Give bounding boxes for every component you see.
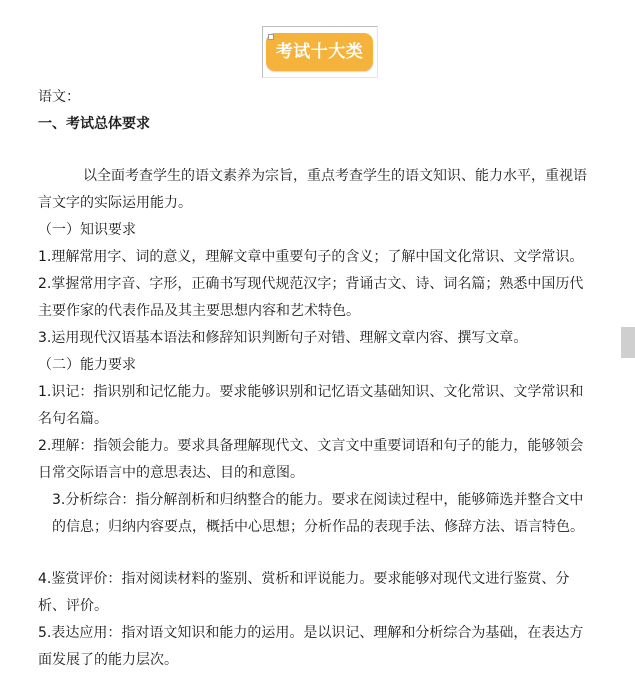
knowledge-item-2: 2.掌握常用字音、字形，正确书写现代规范汉字；背诵古文、诗、词名篇；熟悉中国历代主要作家的代表作品及其主要思想内容和艺术特色。 <box>38 276 584 319</box>
scrollbar-thumb[interactable] <box>621 327 635 358</box>
ability-item-1: 1.识记：指识别和记忆能力。要求能够识别和记忆语文基础知识、文化常识、文学常识和名句名篇。 <box>38 384 584 427</box>
spacer <box>38 541 594 566</box>
ability-item-5: 5.表达应用：指对语文知识和能力的运用。是以识记、理解和分析综合为基础，在表达方面发展了的能力层次。 <box>38 625 584 668</box>
knowledge-heading: （一）知识要求 <box>38 222 136 238</box>
ability-heading: （二）能力要求 <box>38 357 136 373</box>
ability-item-4: 4.鉴赏评价：指对阅读材料的鉴别、赏析和评说能力。要求能够对现代文进行鉴赏、分析、评价。 <box>38 571 570 614</box>
intro-paragraph: 以全面考查学生的语文素养为宗旨，重点考查学生的语文知识、能力水平，重视语言文字的实际运用能力。 <box>38 168 587 211</box>
section-heading: 一、考试总体要求 <box>38 116 150 132</box>
spacer <box>38 138 594 163</box>
resize-handle-icon[interactable] <box>268 34 274 40</box>
ability-item-2: 2.理解：指领会能力。要求具备理解现代文、文言文中重要词语和句子的能力，能够领会日常交际语言中的意思表达、目的和意图。 <box>38 438 584 481</box>
knowledge-item-1: 1.理解常用字、词的意义，理解文章中重要句子的含义；了解中国文化常识、文学常识。 <box>38 249 584 265</box>
ability-item-3: 3.分析综合：指分解剖析和归纳整合的能力。要求在阅读过程中，能够筛选并整合文中的信息；归纳内容要点，概括中心思想；分析作品的表现手法、修辞方法、语言特色。 <box>52 492 584 535</box>
title-badge: 考试十大类 <box>266 33 373 71</box>
document-body <box>38 84 594 674</box>
knowledge-item-3: 3.运用现代汉语基本语法和修辞知识判断句子对错、理解文章内容、撰写文章。 <box>38 330 528 346</box>
subject-label: 语文： <box>38 89 80 105</box>
